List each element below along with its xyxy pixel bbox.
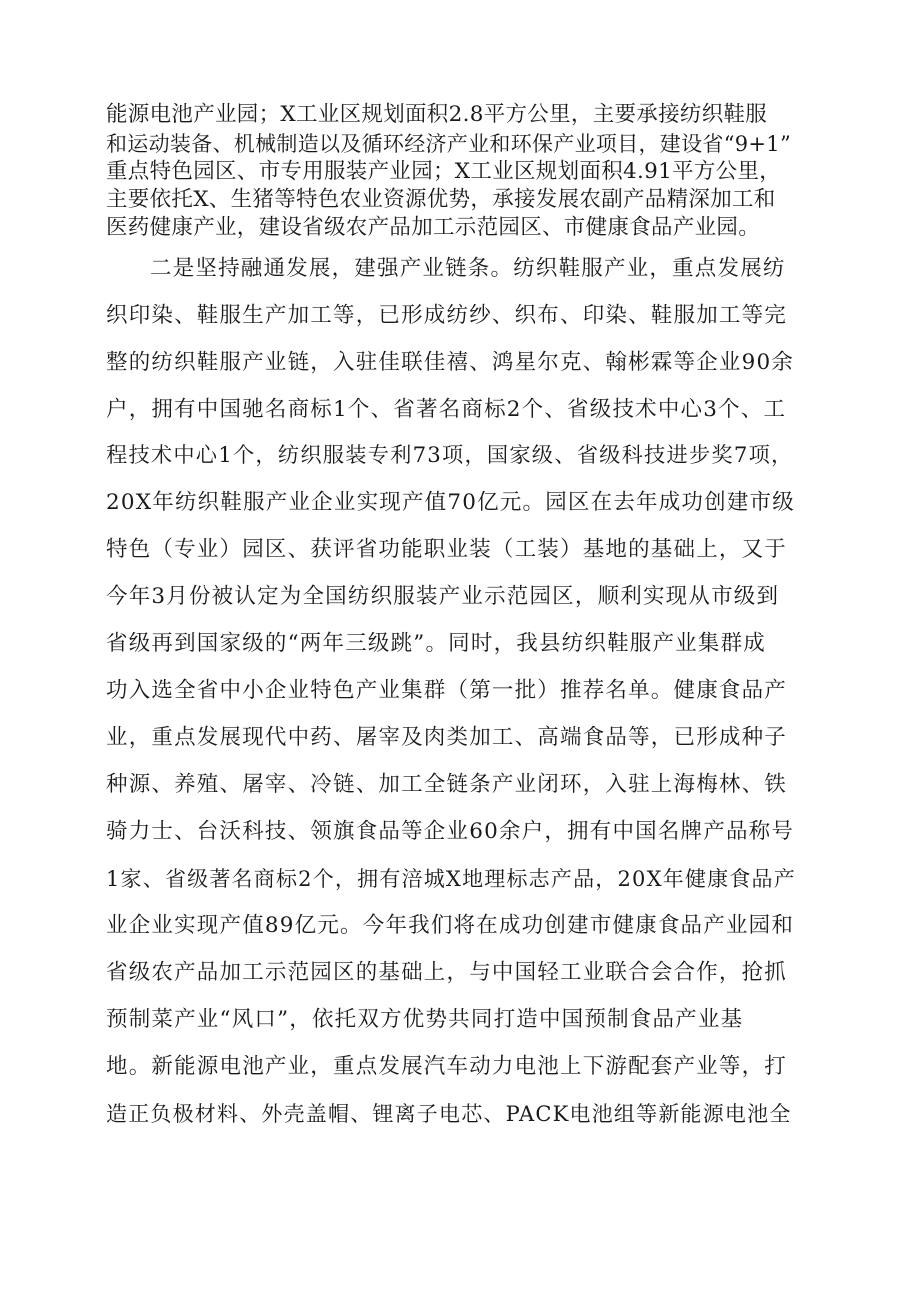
text-line: 地。新能源电池产业，重点发展汽车动力电池上下游配套产业等，打	[106, 1054, 788, 1079]
text-line: 省级再到国家级的“两年三级跳”。同时，我县纺织鞋服产业集群成	[106, 631, 766, 656]
text-line: 种源、养殖、屠宰、冷链、加工全链条产业闭环，入驻上海梅林、铁	[106, 772, 788, 797]
text-line: 医药健康产业，建设省级农产品加工示范园区、市健康食品产业园。	[106, 215, 761, 240]
text-line: 户，拥有中国驰名商标1个、省著名商标2个、省级技术中心3个、工	[106, 397, 787, 422]
text-line: 业，重点发展现代中药、屠宰及肉类加工、高端食品等，已形成种子	[106, 725, 788, 750]
text-line: 和运动装备、机械制造以及循环经济产业和环保产业项目，建设省“9+1”	[106, 132, 791, 156]
text-line: 造正负极材料、外壳盖帽、锂离子电芯、PACK电池组等新能源电池全	[106, 1102, 792, 1126]
text-line: 程技术中心1个，纺织服装专利73项，国家级、省级科技进步奖7项，	[106, 443, 794, 468]
text-line: 特色（专业）园区、获评省功能职业装（工装）基地的基础上，又于	[106, 537, 788, 562]
text-line: 能源电池产业园；X工业区规划面积2.8平方公里，主要承接纺织鞋服	[106, 102, 768, 127]
text-line: 功入选全省中小企业特色产业集群（第一批）推荐名单。健康食品产	[106, 678, 788, 703]
text-line: 整的纺织鞋服产业链，入驻佳联佳禧、鸿星尔克、翰彬霖等企业90余	[106, 350, 795, 375]
text-line: 今年3月份被认定为全国纺织服装产业示范园区，顺利实现从市级到	[106, 584, 780, 609]
text-line: 主要依托X、生猪等特色农业资源优势，承接发展农副产品精深加工和	[106, 187, 776, 212]
text-line: 骑力士、台沃科技、领旗食品等企业60余户，拥有中国名牌产品称号	[106, 819, 795, 844]
text-line: 织印染、鞋服生产加工等，已形成纺纱、织布、印染、鞋服加工等完	[106, 303, 788, 328]
text-line: 业企业实现产值89亿元。今年我们将在成功创建市健康食品产业园和	[106, 913, 795, 938]
text-line: 预制菜产业“风口”，依托双方优势共同打造中国预制食品产业基	[106, 1007, 744, 1032]
text-line: 二是坚持融通发展，建强产业链条。纺织鞋服产业，重点发展纺	[150, 256, 786, 281]
text-line: 1家、省级著名商标2个，拥有涪城X地理标志产品，20X年健康食品产	[106, 867, 796, 891]
text-line: 重点特色园区、市专用服装产业园；X工业区规划面积4.91平方公里，	[106, 159, 782, 184]
text-line: 20X年纺织鞋服产业企业实现产值70亿元。园区在去年成功创建市级	[106, 490, 795, 515]
text-line: 省级农产品加工示范园区的基础上，与中国轻工业联合会合作，抢抓	[106, 960, 788, 985]
